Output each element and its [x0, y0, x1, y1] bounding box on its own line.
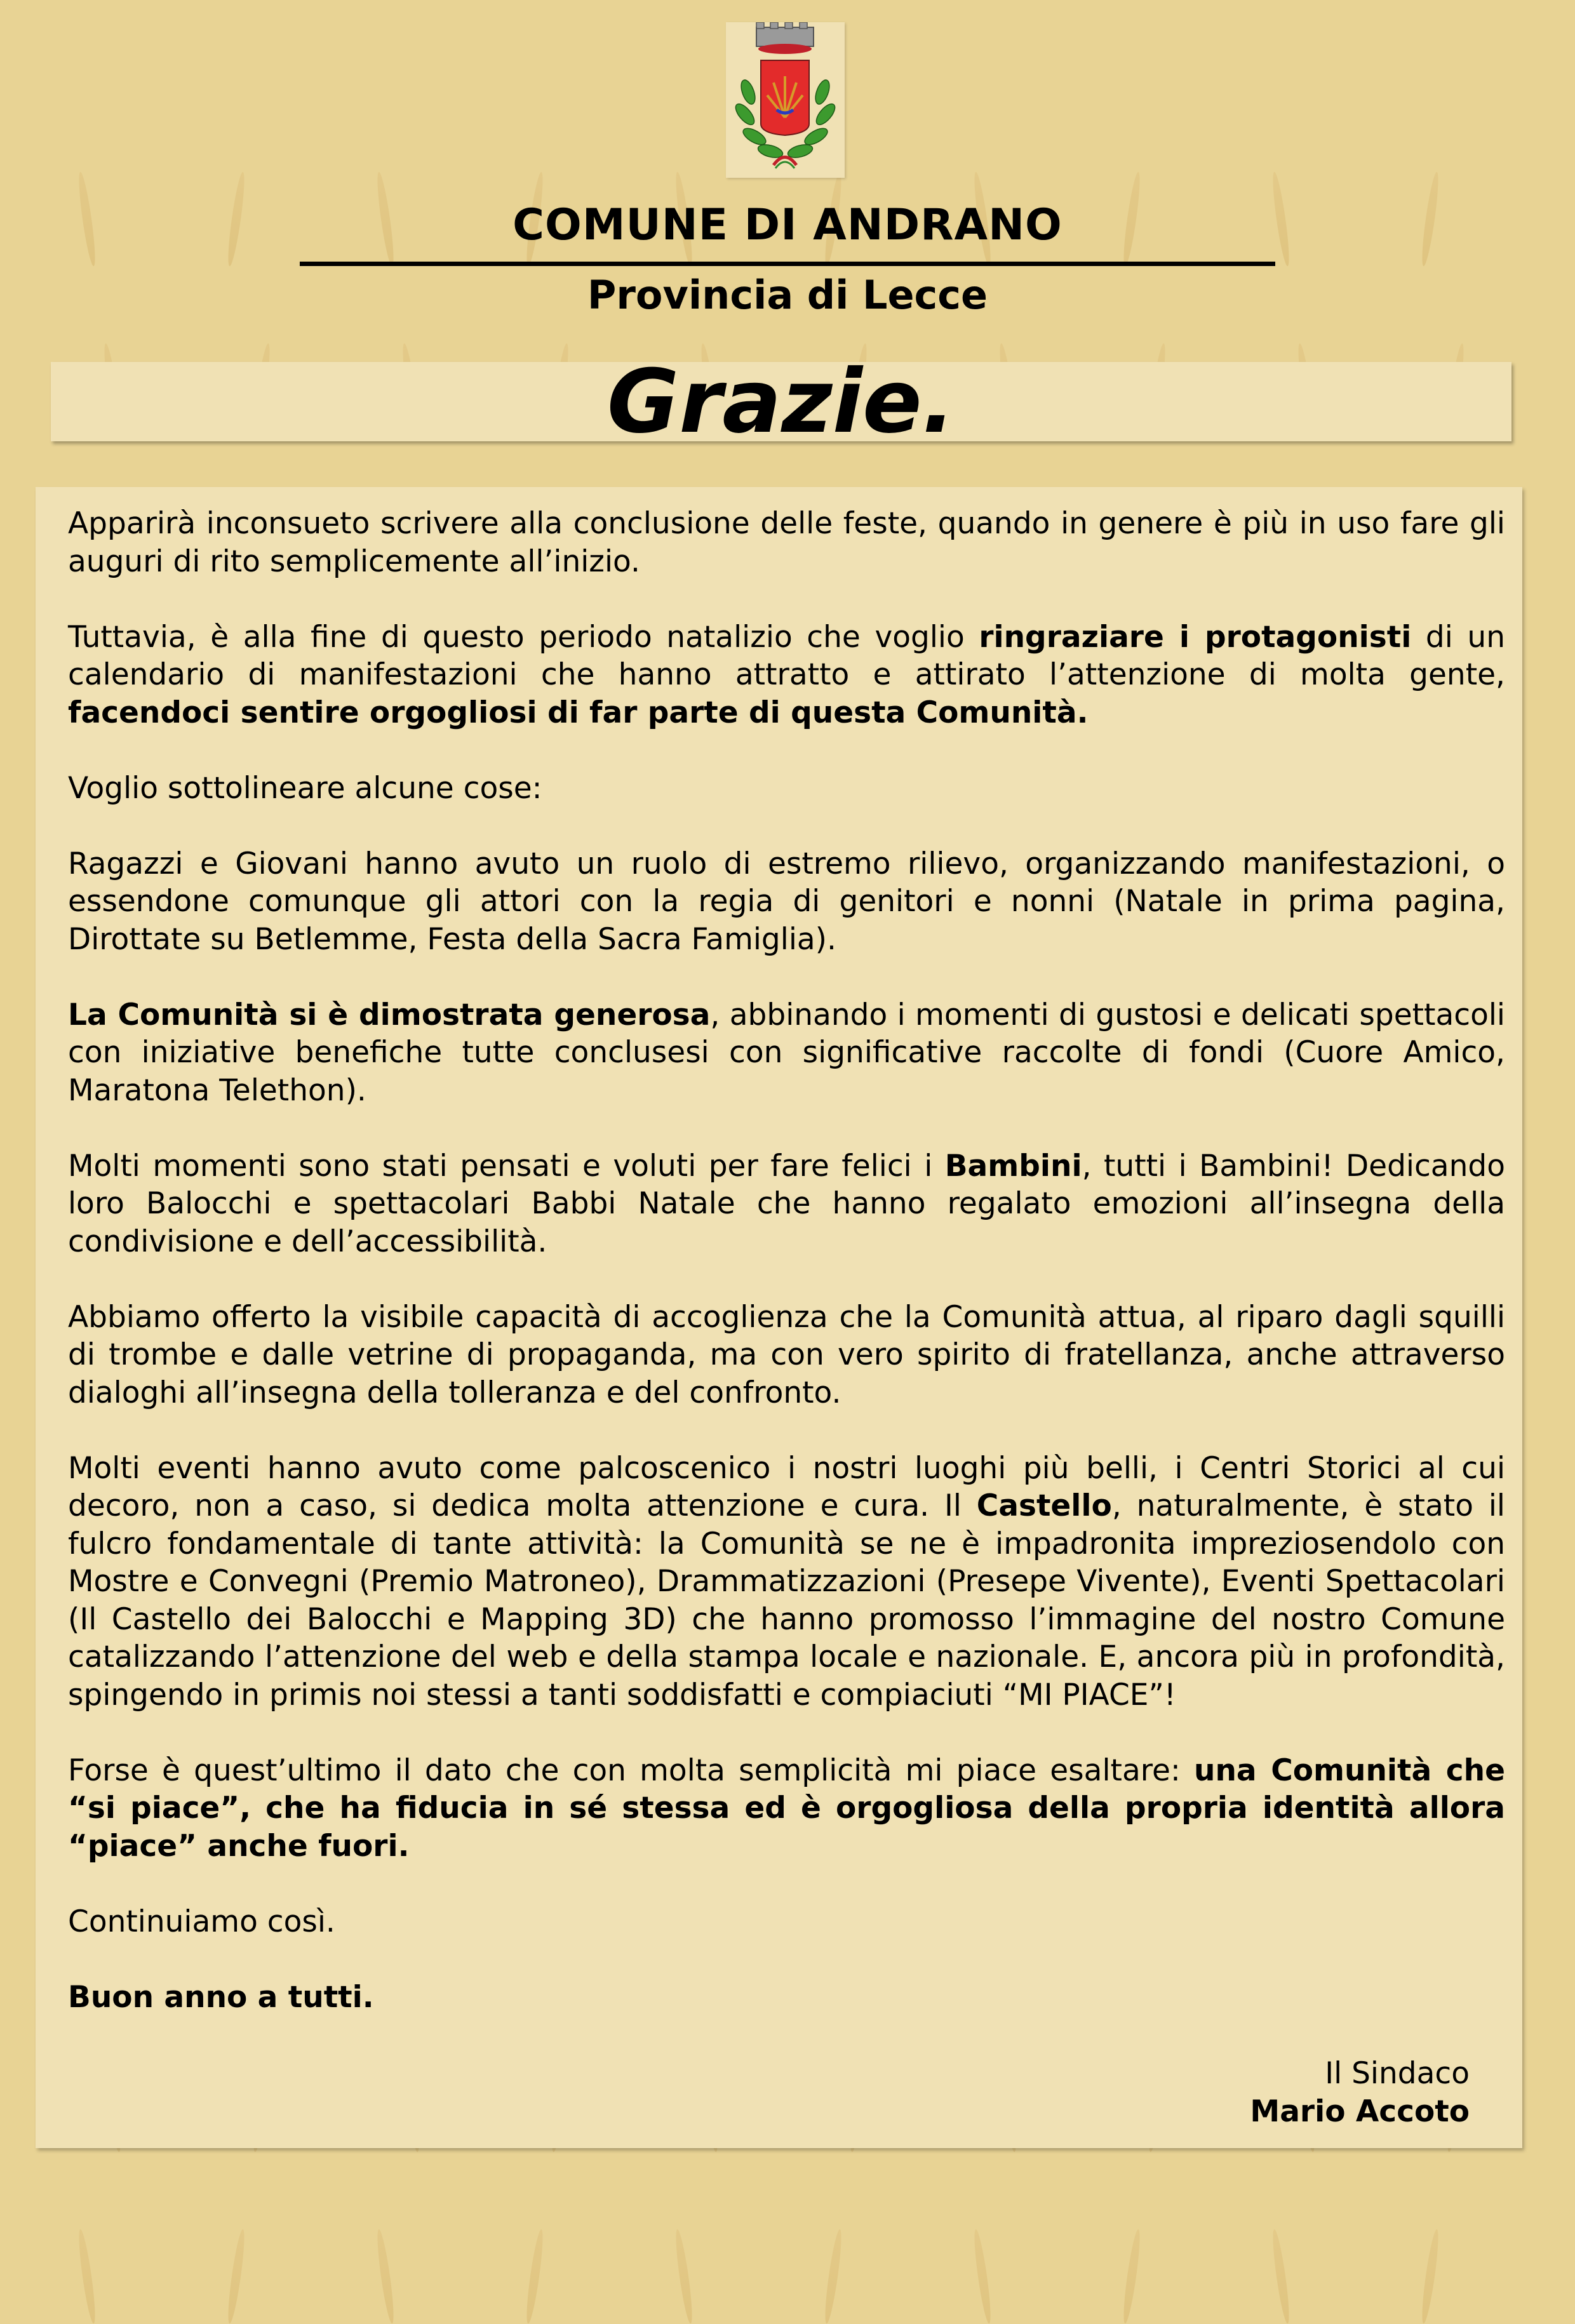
letter-paragraph	[68, 1299, 1505, 1412]
text-segment: Abbiamo offerto la visibile capacità di accoglienza che la Comunità attua, al riparo dagli squilli di trombe e dalle vetrine di propaganda, ma con vero spirito di fratellanza, anche attraverso dialoghi all’insegna della tolleranza e del confronto.	[68, 1299, 1505, 1410]
text-segment: Molti eventi hanno avuto come palcoscenico i nostri luoghi più belli, i Centri Storici al cui decoro, non a caso, si dedica molta attenzione e cura. Il	[68, 1450, 1505, 1523]
bold-text: Buon anno a tutti.	[68, 1979, 374, 2015]
bold-text: La Comunità si è dimostrata generosa	[68, 997, 711, 1032]
coat-of-arms-logo	[726, 22, 845, 178]
letter-paragraph	[68, 1450, 1505, 1714]
wheat-icon	[673, 2229, 695, 2324]
title-divider	[300, 262, 1275, 266]
text-segment: Apparirà inconsueto scrivere alla conclusione delle feste, quando in genere è più in uso fare gli auguri di rito semplicemente all’inizio.	[68, 506, 1505, 579]
letter-paragraph	[68, 1752, 1505, 1866]
bold-text: Castello	[976, 1488, 1112, 1523]
text-segment: , tutti i Bambini! Dedicando loro Balocchi e spettacolari Babbi Natale che hanno regalato emozioni all’insegna della condivisione e dell’accessibilità.	[68, 1148, 1505, 1259]
bold-text: facendoci sentire orgogliosi di far parte di questa Comunità.	[68, 695, 1089, 730]
letter-paragraph	[68, 845, 1505, 959]
wheat-icon	[225, 2229, 248, 2324]
text-segment: di un calendario di manifestazioni che hanno attratto e attirato l’attenzione di molta gente,	[68, 619, 1505, 692]
bold-text: una Comunità che “si piace”, che ha fiducia in sé stessa ed è orgogliosa della propria identità allora “piace” anche fuori.	[68, 1753, 1505, 1864]
letter-paragraph	[68, 770, 1505, 808]
letter-paragraph	[68, 618, 1505, 732]
letter-paragraph	[68, 1903, 1505, 1941]
signature-name: Mario Accoto	[1250, 2094, 1470, 2129]
signature-role: Il Sindaco	[1325, 2056, 1470, 2091]
bold-text: ringraziare i protagonisti	[979, 619, 1412, 655]
text-segment: , naturalmente, è stato il fulcro fondamentale di tante attività: la Comunità se ne è impadronita impreziosendolo con Mostre e Convegni (Premio Matroneo), Drammatizzazioni (Presepe Vivente), Eventi Spettacolari (Il Castello dei Balocchi e Mapping 3D) che hanno promosso l’immagine del nostro Comune catalizzando l’attenzione del web e della stampa locale e nazionale. E, ancora più in profondità, spingendo in primis noi stessi a tanti soddisfatti e compiaciuti “MI PIACE”!	[68, 1488, 1505, 1713]
letter-body	[68, 505, 1505, 2054]
wheat-icon	[1121, 2229, 1143, 2324]
letter-panel	[36, 487, 1522, 2148]
municipality-title: COMUNE DI ANDRANO	[513, 200, 1062, 250]
bold-text: Bambini	[944, 1148, 1082, 1184]
letter-paragraph	[68, 996, 1505, 1110]
text-segment: Forse è quest’ultimo il dato che con molta semplicità mi piace esaltare:	[68, 1753, 1194, 1788]
text-segment: Molti momenti sono stati pensati e voluti per fare felici i	[68, 1148, 945, 1184]
province-subtitle: Provincia di Lecce	[587, 272, 988, 318]
text-segment: Ragazzi e Giovani hanno avuto un ruolo di estremo rilievo, organizzando manifestazioni, o essendone comunque gli attori con la regia di genitori e nonni (Natale in prima pagina, Dirottate su Betlemme, Festa della Sacra Famiglia).	[68, 846, 1505, 957]
text-segment: Tuttavia, è alla fine di questo periodo natalizio che voglio	[68, 619, 979, 655]
letter-paragraph	[68, 1979, 1505, 2017]
letter-paragraph	[68, 505, 1505, 580]
text-segment: Continuiamo così.	[68, 1904, 335, 1939]
letter-paragraph	[68, 1147, 1505, 1261]
headline-banner	[51, 351, 1511, 453]
text-segment: , abbinando i momenti di gustosi e delicati spettacoli con iniziative benefiche tutte conclusesi con significative raccolte di fondi (Cuore Amico, Maratona Telethon).	[68, 997, 1505, 1108]
wheat-icon	[822, 2229, 845, 2324]
headline: Grazie.	[607, 351, 956, 453]
wheat-icon	[375, 2229, 397, 2324]
text-segment: Voglio sottolineare alcune cose:	[68, 770, 542, 806]
signature	[1250, 2055, 1470, 2130]
wheat-icon	[1419, 2229, 1442, 2324]
wheat-icon	[1270, 2229, 1292, 2324]
wheat-icon	[76, 2229, 98, 2324]
wheat-icon	[972, 2229, 994, 2324]
wheat-icon	[524, 2229, 546, 2324]
